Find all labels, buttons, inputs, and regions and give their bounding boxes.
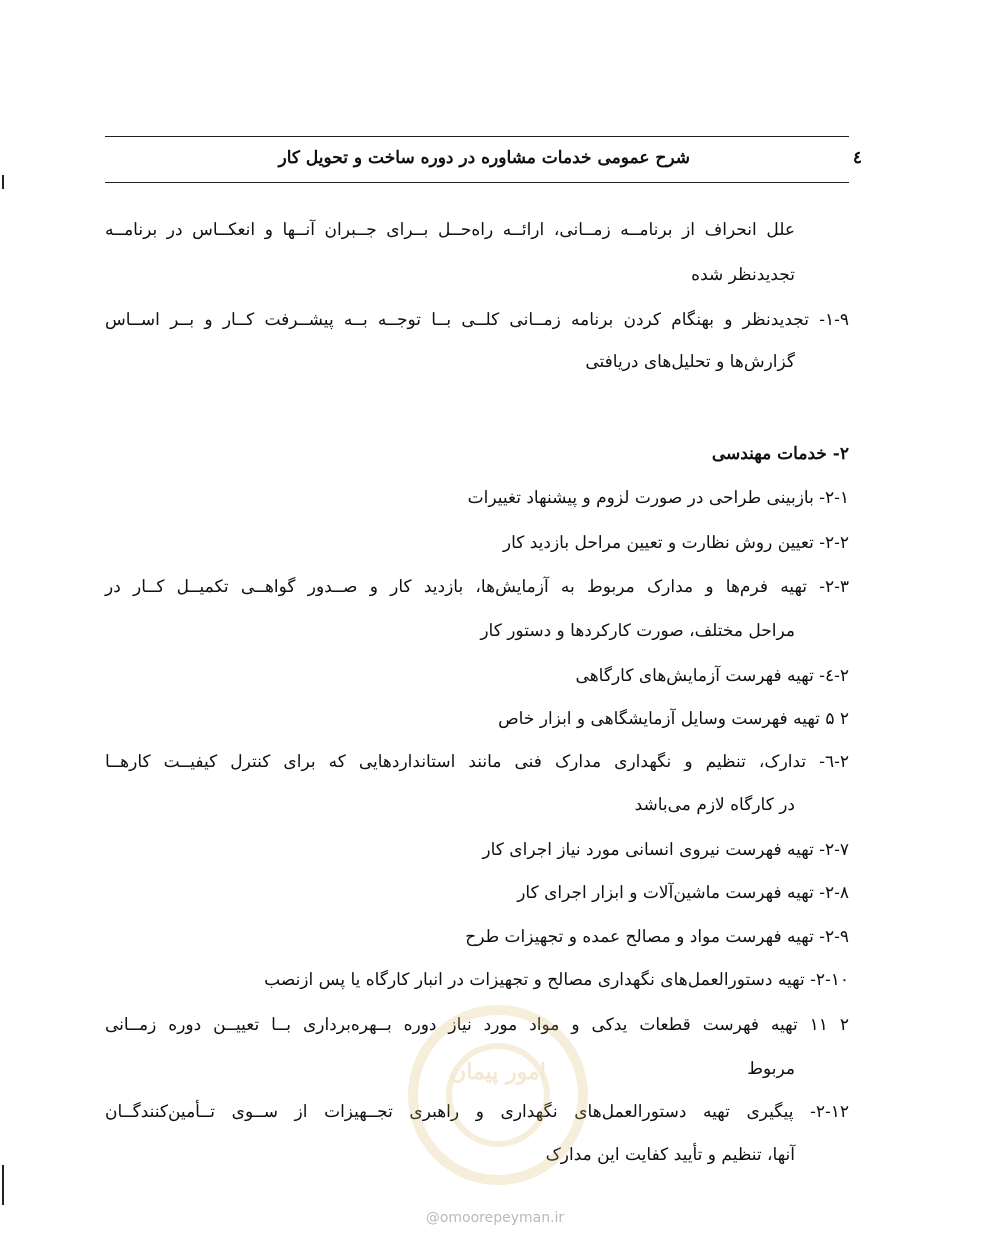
list-item: ۲-۱- بازبینی طراحی در صورت لزوم و پیشنهاد تغییرات (467, 488, 849, 508)
header-bottom-rule (105, 182, 849, 183)
list-item-continuation: مربوط (747, 1059, 795, 1079)
list-item-continuation: مراحل مختلف، صورت کارکردها و دستور کار (480, 621, 795, 641)
list-item: ۲-۱۰- تهیه دستورالعمل‌های نگهداری مصالح و تجهیزات در انبار کارگاه یا پس ازنصب (264, 970, 849, 990)
list-item: ۲-٦- تدارک، تنظیم و نگهداری مدارک فنی مانند استانداردهایی که برای کنترل کیفیــت کارهــا (105, 752, 849, 772)
body-line: تجدیدنظر شده (691, 265, 795, 285)
list-item: ۲-۷- تهیه فهرست نیروی انسانی مورد نیاز اجرای کار (482, 840, 849, 860)
watermark-site-text: @omoorepeyman.ir (425, 1210, 565, 1226)
watermark-seal-logo (408, 1005, 588, 1185)
scan-edge-mark (2, 1165, 4, 1205)
list-item: ۲-۹- تهیه فهرست مواد و مصالح عمده و تجهیزات طرح (465, 927, 849, 947)
list-item: ۲-٤- تهیه فهرست آزمایش‌های کارگاهی (575, 666, 849, 686)
list-item: ۲-۱۲- پیگیری تهیه دستورالعمل‌های نگهداری و راهبری تجــهیزات از ســوی تــأمین‌کنندگــان (105, 1102, 849, 1122)
header-top-rule (105, 136, 849, 137)
scan-edge-mark (2, 175, 4, 189)
body-line: علل انحراف از برنامــه زمــانی، ارائــه راه‌حــل بــرای جــبران آنــها و انعکــاس در برنامــه (105, 220, 795, 240)
seal-lettering: امور پیمان (450, 1059, 546, 1085)
list-item: ۲-۸- تهیه فهرست ماشین‌آلات و ابزار اجرای کار (517, 883, 849, 903)
section-heading: ۲- خدمات مهندسی (711, 444, 849, 464)
running-header-title: شرح عمومی خدمات مشاوره در دوره ساخت و تحویل کار (278, 148, 690, 168)
list-item: ۲-۳- تهیه فرم‌ها و مدارک مربوط به آزمایش‌ها، بازدید کار و صــدور گواهــی تکمیــل کــار در (105, 577, 849, 597)
list-item: ۲ ۵ تهیه فهرست وسایل آزمایشگاهی و ابزار خاص (498, 709, 849, 729)
list-item-continuation: آنها، تنظیم و تأیید کفایت این مدارک (545, 1145, 795, 1165)
list-item-continuation: در کارگاه لازم می‌باشد (634, 795, 795, 815)
page-number: ٤ (852, 148, 862, 168)
body-line: ۱-۹- تجدیدنظر و بهنگام کردن برنامه زمــانی کلــی بــا توجــه بــه پیشــرفت کــار و بــر اســاس (105, 310, 849, 330)
list-item: ۲-۲- تعیین روش نظارت و تعیین مراحل بازدید کار (502, 533, 849, 553)
body-line: گزارش‌ها و تحلیل‌های دریافتی (585, 352, 795, 372)
list-item: ۲ ۱۱ تهیه فهرست قطعات یدکی و مواد مورد نیاز دوره بــهره‌برداری بــا تعییــن دوره زمــانی (105, 1015, 850, 1035)
